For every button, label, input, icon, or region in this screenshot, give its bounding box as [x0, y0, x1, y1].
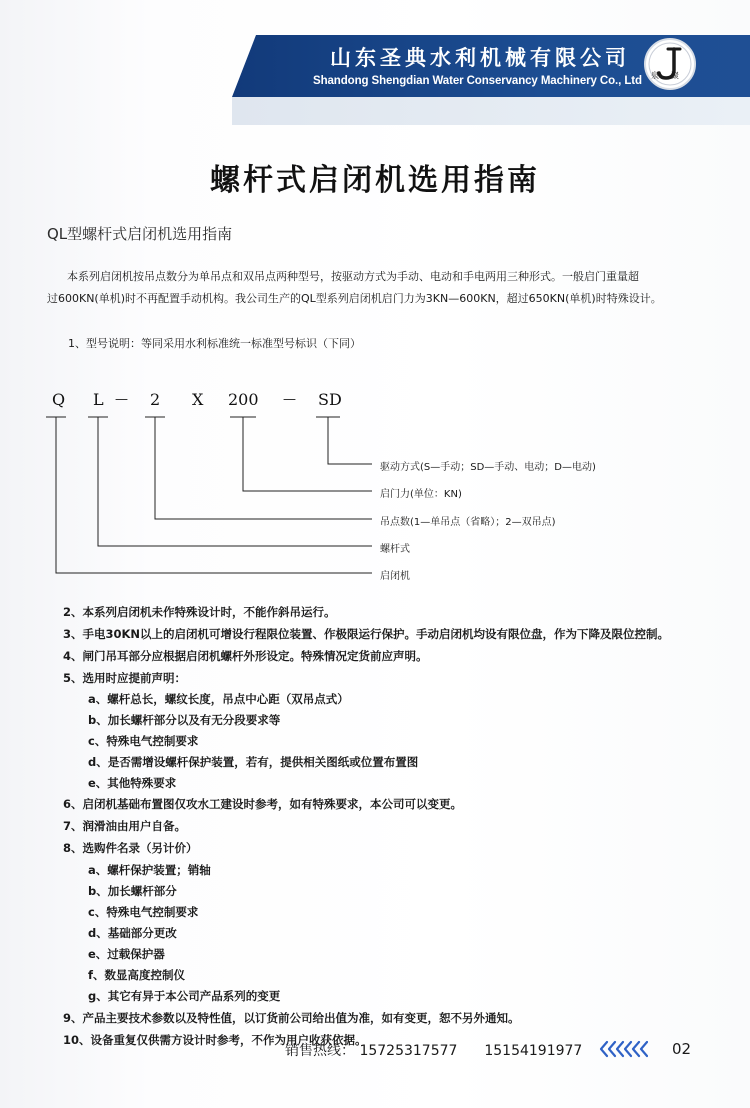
bracket-two	[145, 417, 372, 519]
legend-hoist: 启闭机	[380, 571, 410, 582]
bracket-sd	[316, 417, 372, 464]
note-2: 2、本系列启闭机未作特殊设计时，不能作斜吊运行。	[63, 605, 336, 619]
legend-points: 吊点数(1—单吊点（省略）；2—双吊点)	[380, 517, 556, 528]
note-5d: d、是否需增设螺杆保护装置，若有，提供相关图纸或位置布置图	[88, 755, 419, 769]
model-note: 1、型号说明：等同采用水利标准统一标准型号标识（下同）	[68, 337, 361, 350]
note-5b: b、加长螺杆部分以及有无分段要求等	[88, 713, 281, 727]
diagram-lines	[0, 380, 750, 590]
hotline-label: 销售热线：	[285, 1043, 355, 1059]
bracket-force	[230, 417, 372, 491]
note-7: 7、润滑油由用户自备。	[63, 819, 187, 833]
hotline-phone-2: 15154191977	[484, 1043, 583, 1059]
note-4: 4、闸门吊耳部分应根据启闭机螺杆外形设定。特殊情况定货前应声明。	[63, 649, 428, 663]
legend-screw: 螺杆式	[380, 544, 410, 555]
intro-line-2: 过600KN(单机)时不再配置手动机构。我公司生产的QL型系列启闭机启门力为3KN—600KN，超过650KN(单机)时特殊设计。	[47, 292, 662, 305]
hotline-phone-1: 15725317577	[359, 1043, 458, 1059]
code-force: 200	[228, 390, 259, 409]
note-10: 10、设备重复仅供需方设计时参考，不作为用户收获依据。	[63, 1033, 367, 1047]
code-q: Q	[52, 390, 66, 409]
note-6: 6、启闭机基础布置图仅攻水工建设时参考，如有特殊要求，本公司可以变更。	[63, 797, 462, 811]
note-8g: g、其它有异于本公司产品系列的变更	[88, 989, 281, 1003]
legend-drive: 驱动方式(S—手动；SD—手动、电动；D—电动)	[380, 462, 596, 473]
note-8b: b、加长螺杆部分	[88, 884, 177, 898]
note-8a: a、螺杆保护装置；销轴	[88, 863, 211, 877]
legend-force: 启门力(单位：KN)	[380, 489, 462, 500]
footer-hotline	[285, 1040, 582, 1060]
note-8: 8、选购件名录（另计价）	[63, 841, 198, 855]
section-subtitle: QL型螺杆式启闭机选用指南	[47, 225, 233, 243]
company-logo	[644, 38, 696, 90]
code-dash-2: —	[283, 392, 296, 407]
note-5a: a、螺杆总长，螺纹长度，吊点中心距（双吊点式）	[88, 692, 349, 706]
note-8e: e、过载保护器	[88, 947, 165, 961]
bracket-l	[88, 417, 372, 546]
page-number: 02	[672, 1040, 692, 1058]
note-8f: f、数显高度控制仪	[88, 968, 186, 982]
company-name-cn: 山东圣典水利机械有限公司	[330, 46, 630, 70]
note-5: 5、选用时应提前声明：	[63, 671, 187, 685]
note-9: 9、产品主要技术参数以及特性值，以订货前公司给出值为准，如有变更，恕不另外通知。	[63, 1011, 520, 1025]
chevrons-left-icon	[598, 1040, 648, 1058]
company-name-en: Shandong Shengdian Water Conservancy Machinery Co., Ltd	[313, 75, 642, 87]
code-dash-1: —	[115, 392, 128, 407]
bracket-q	[46, 417, 372, 573]
intro-paragraph	[47, 266, 695, 310]
code-l: L	[93, 390, 104, 409]
note-5e: e、其他特殊要求	[88, 776, 177, 790]
page-title: 螺杆式启闭机选用指南	[210, 163, 540, 198]
logo-text: 泉聚	[651, 71, 691, 80]
header-band-light	[232, 97, 750, 125]
code-x: X	[192, 390, 204, 409]
code-sd: SD	[318, 390, 342, 409]
note-5c: c、特殊电气控制要求	[88, 734, 199, 748]
note-8c: c、特殊电气控制要求	[88, 905, 199, 919]
code-two: 2	[150, 390, 161, 409]
model-code-diagram	[0, 380, 750, 590]
note-8d: d、基础部分更改	[88, 926, 177, 940]
note-3: 3、手电30KN以上的启闭机可增设行程限位装置、作极限运行保护。手动启闭机均设有限位盘，作为下降及限位控制。	[63, 627, 670, 641]
intro-line-1: 本系列启闭机按吊点数分为单吊点和双吊点两种型号，按驱动方式为手动、电动和手电两用三种形式。一般启门重量超	[67, 270, 639, 283]
